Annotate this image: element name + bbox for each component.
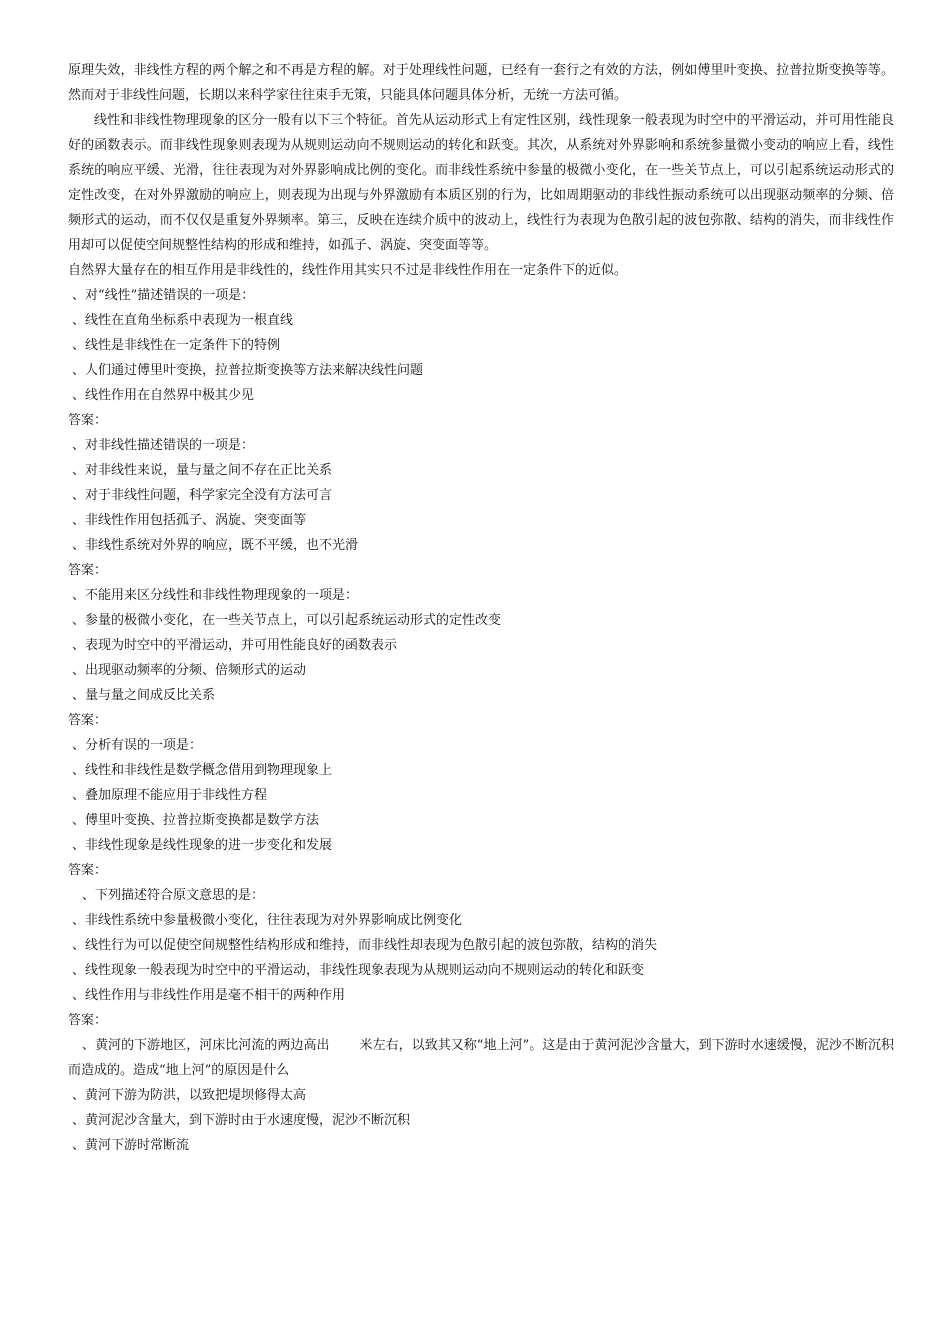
passage-paragraph-1: 原理失效，非线性方程的两个解之和不再是方程的解。对于处理线性问题，已经有一套行之有效的方法，例如傅里叶变换、拉普拉斯变换等等。然而对于非线性问题，长期以来科学家往往束手无策，只能具体问题具体分析，无统一方法可循。 (68, 63, 894, 103)
option-c: 、线性现象一般表现为时空中的平滑运动，非线性现象表现为从规则运动向不规则运动的转化和跃变 (72, 963, 645, 978)
answer-label: 答案： (68, 863, 108, 878)
option-b: 、线性行为可以促使空间规整性结构形成和维持，而非线性却表现为色散引起的波包弥散，结构的消失 (72, 938, 658, 953)
answer-label: 答案： (68, 713, 108, 728)
option-b: 、叠加原理不能应用于非线性方程 (72, 788, 268, 803)
passage-paragraph-3: 自然界大量存在的相互作用是非线性的，线性作用其实只不过是非线性作用在一定条件下的近似。 (68, 263, 628, 278)
question-stem-part-1: 、黄河的下游地区，河床比河流的两边高出 (82, 1038, 330, 1053)
option-c: 、傅里叶变换、拉普拉斯变换都是数学方法 (72, 813, 320, 828)
option-b: 、线性是非线性在一定条件下的特例 (72, 338, 281, 353)
answer-label: 答案： (68, 1013, 108, 1028)
question-stem-part-2: 米左右，以致其又称“地上河”。这是由于黄河泥沙含量大，到下游时水速缓慢，泥沙不断沉积而造成的。造成“地上河”的原因是什么 (68, 1038, 894, 1078)
document-page (68, 58, 894, 1158)
question-2 (68, 433, 894, 583)
question-4 (68, 733, 894, 883)
option-c: 、黄河下游时常断流 (72, 1138, 190, 1153)
question-stem (68, 1033, 894, 1083)
question-stem: 、对非线性描述错误的一项是： (72, 438, 255, 453)
question-1 (68, 283, 894, 433)
option-d: 、量与量之间成反比关系 (72, 688, 216, 703)
question-stem: 、分析有误的一项是： (72, 738, 203, 753)
question-5 (68, 883, 894, 1033)
question-stem: 、不能用来区分线性和非线性物理现象的一项是： (72, 588, 359, 603)
option-c: 、非线性作用包括孤子、涡旋、突变面等 (72, 513, 307, 528)
answer-label: 答案： (68, 563, 108, 578)
question-3 (68, 583, 894, 733)
option-d: 、非线性现象是线性现象的进一步变化和发展 (72, 838, 333, 853)
option-a: 、线性在直角坐标系中表现为一根直线 (72, 313, 294, 328)
option-d: 、非线性系统对外界的响应，既不平缓，也不光滑 (72, 538, 359, 553)
question-6 (68, 1033, 894, 1158)
option-a: 、线性和非线性是数学概念借用到物理现象上 (72, 763, 333, 778)
option-a: 、参量的极微小变化，在一些关节点上，可以引起系统运动形式的定性改变 (72, 613, 502, 628)
option-b: 、黄河泥沙含量大，到下游时由于水速度慢，泥沙不断沉积 (72, 1113, 411, 1128)
option-b: 、对于非线性问题，科学家完全没有方法可言 (72, 488, 333, 503)
question-stem: 、下列描述符合原文意思的是： (82, 888, 265, 903)
option-a: 、对非线性来说，量与量之间不存在正比关系 (72, 463, 333, 478)
option-c: 、人们通过傅里叶变换，拉普拉斯变换等方法来解决线性问题 (72, 363, 424, 378)
question-stem: 、对“线性”描述错误的一项是： (72, 288, 255, 303)
option-a: 、黄河下游为防洪，以致把堤坝修得太高 (72, 1088, 307, 1103)
option-d: 、线性作用在自然界中极其少见 (72, 388, 255, 403)
answer-label: 答案： (68, 413, 108, 428)
option-d: 、线性作用与非线性作用是毫不相干的两种作用 (72, 988, 346, 1003)
passage-paragraph-2: 线性和非线性物理现象的区分一般有以下三个特征。首先从运动形式上有定性区别，线性现象一般表现为时空中的平滑运动，并可用性能良好的函数表示。而非线性现象则表现为从规则运动向不规则运动的转化和跃变。其次，从系统对外界影响和系统参量微小变动的响应上看，线性系统的响应平缓、光滑，往往表现为对外界影响成比例的变化。而非线性系统中参量的极微小变化，在一些关节点上，可以引起系统运动形式的定性改变，在对外界激励的响应上，则表现为出现与外界激励有本质区别的行为，比如周期驱动的非线性振动系统可以出现驱动频率的分频、倍频形式的运动，而不仅仅是重复外界频率。第三，反映在连续介质中的波动上，线性行为表现为色散引起的波包弥散、结构的消失，而非线性作用却可以促使空间规整性结构的形成和维持，如孤子、涡旋、突变面等等。 (68, 113, 894, 253)
option-b: 、表现为时空中的平滑运动，并可用性能良好的函数表示 (72, 638, 398, 653)
option-a: 、非线性系统中参量极微小变化，往往表现为对外界影响成比例变化 (72, 913, 463, 928)
option-c: 、出现驱动频率的分频、倍频形式的运动 (72, 663, 307, 678)
